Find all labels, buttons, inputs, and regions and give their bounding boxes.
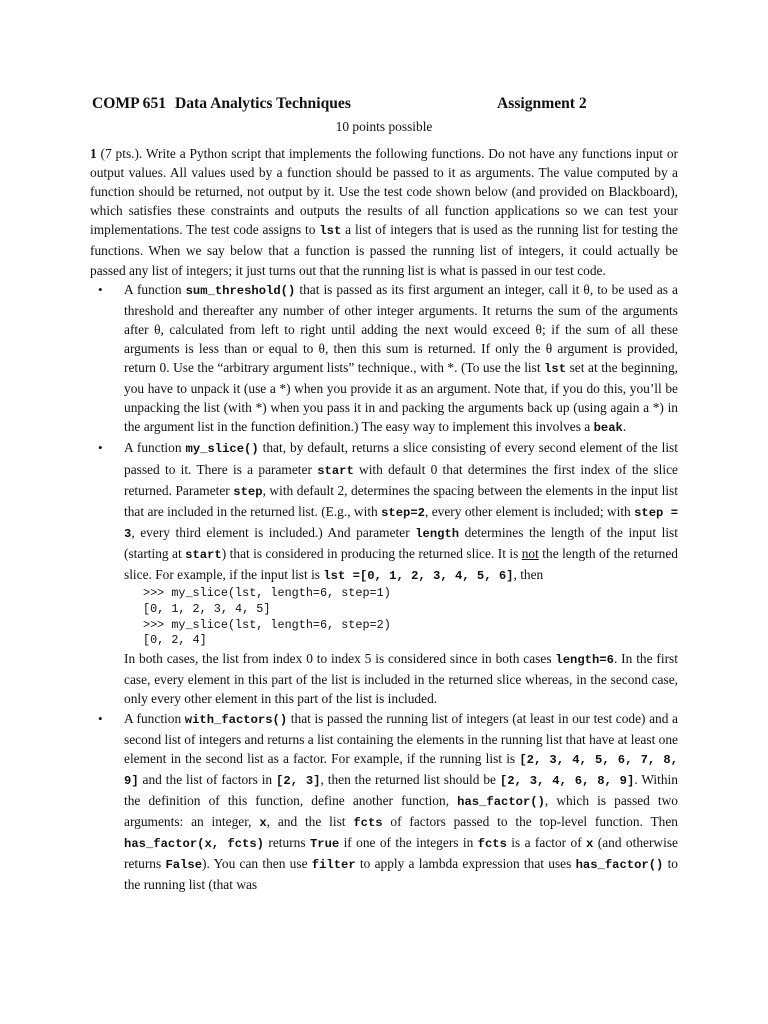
code-function-name: has_factor() — [575, 858, 664, 873]
text: ) that is considered in producing the returned slice. It is — [221, 545, 522, 561]
text: , every third element is included.) And parameter — [131, 524, 416, 540]
code-param: step = 3 — [124, 505, 679, 541]
code-lst: lst — [319, 224, 342, 239]
text: . In the first case, every element in this part of the list is included in the returned slice whereas, in the second case, only every other element in this part of the list is included. — [124, 651, 678, 707]
text: A function — [124, 440, 186, 456]
text: . — [622, 419, 627, 435]
text: that is passed the running list of integers (at least in our test code) and a second list of integers and returns a list containing the elements in the running list that have at least one element in the second list as a factor. For example, if the running list is — [124, 710, 678, 766]
question-1-intro — [90, 144, 678, 280]
bullet-with-factors — [90, 709, 678, 895]
code-param: start — [317, 463, 354, 478]
text: of factors passed to the top-level function. Then — [382, 814, 678, 829]
code-beak: beak — [593, 421, 623, 436]
text: is a factor of — [506, 835, 587, 851]
text: set at the beginning, you have to unpack it (use a *) when you provide it as an argument. Note that, if you do this, you’ll be unpacking the list (with *) when you pass it in and packing the arguments back up (using again a *) in the argument list in the function definition.) The easy way to implement this involves a — [124, 360, 678, 435]
code-function-name: sum_threshold() — [185, 283, 296, 298]
text: , which is passed two arguments: an integer, — [124, 792, 678, 829]
course-title: Data Analytics Techniques — [175, 95, 351, 112]
points-possible: 10 points possible — [335, 119, 433, 134]
code-list-value: [2, 3, 4, 6, 8, 9] — [499, 773, 635, 788]
slice-explanation — [124, 649, 678, 708]
code-lst: lst — [544, 362, 567, 377]
text: (and otherwise returns — [124, 835, 678, 872]
text: determines the length of the input list (starting at — [124, 524, 678, 561]
document-body — [90, 144, 678, 894]
text: the length of the returned slice. For example, if the input list is — [124, 545, 678, 582]
code-list-value: [2, 3] — [276, 773, 321, 788]
assignment-title: Assignment 2 — [497, 95, 587, 112]
text: , then the returned list should be — [320, 771, 500, 787]
code-param: step — [233, 484, 263, 499]
code-param: x — [259, 816, 267, 830]
question-number: 1 — [90, 146, 97, 161]
code-list-value: [2, 3, 4, 5, 6, 7, 8, 9] — [124, 752, 678, 788]
code-function-call: has_factor(x, fcts) — [124, 837, 264, 852]
text: . Within the definition of this function, define another function, — [124, 771, 678, 808]
code-list-value: lst =[0, 1, 2, 3, 4, 5, 6] — [323, 568, 514, 583]
text: if one of the integers in — [339, 835, 478, 851]
bullet-dot: • — [98, 710, 103, 726]
code-filter: filter — [311, 858, 356, 873]
text: with default 0 that determines the first index of the slice returned. Parameter — [124, 461, 678, 498]
intro-text: (7 pts.). Write a Python script that implements the following functions. Do not have any functions input or output values. All values used by a function should be passed to it as arguments. The value computed by a function should be returned, not output by it. Use the test code shown below (and provided on Blackboard), which satisfies these constraints and outputs the results of all function applications so we can test your implementations. The test code assigns to — [90, 146, 678, 238]
code-param: start — [185, 547, 222, 562]
code-param: fcts — [477, 837, 507, 852]
assignment-header — [92, 94, 692, 114]
text: In both cases, the list from index 0 to index 5 is considered since in both cases — [124, 651, 556, 667]
bullet-my-slice — [90, 438, 678, 708]
code-example: >>> my_slice(lst, length=6, step=1) [0, 1, 2, 3, 4, 5] >>> my_slice(lst, length=6, step=2) [0, 2, 4] — [143, 586, 391, 648]
bullet-dot: • — [98, 440, 103, 456]
text: A function — [124, 281, 186, 297]
text: that is passed as its first argument an integer, call it θ, to be used as a threshold and thereafter any number of other integer arguments. It returns the sum of the arguments after θ, calculated from left to right until adding the next would exceed θ; if the sum of all these arguments is less than or equal to θ, then this sum is returned. If only the θ argument is provided, return 0. Use the “arbitrary argument lists” technique., with *. (To use the list — [124, 281, 678, 376]
underlined-not: not — [521, 545, 539, 561]
intro-text: a list of integers that is used as the running list for testing the functions. When we say below that a function is passed the running list of integers, it could actually be passed any list of integers; it just turns out that the running list is what is passed in our test code. — [90, 222, 678, 278]
text: ). You can then use — [202, 856, 312, 872]
code-true: True — [309, 837, 340, 852]
code-function-name: with_factors() — [184, 712, 288, 727]
text: A function — [124, 710, 185, 726]
code-function-name: has_factor() — [457, 794, 545, 809]
code-param: length=6 — [555, 653, 614, 668]
bullet-dot: • — [98, 281, 103, 297]
bullet-sum-threshold — [90, 280, 678, 439]
text: , then — [513, 566, 544, 582]
text: , and the list — [266, 814, 354, 829]
function-list — [90, 280, 678, 895]
text: , every other element is included; with — [425, 503, 635, 519]
text: and the list of factors in — [138, 771, 277, 787]
text: to the running list (that was — [124, 856, 678, 893]
text: returns — [264, 835, 310, 851]
course-code: COMP 651 — [92, 95, 167, 112]
code-param: x — [586, 837, 594, 852]
text: to apply a lambda expression that uses — [355, 856, 576, 872]
code-param: fcts — [353, 816, 383, 830]
text: , with default 2, determines the spacing between the elements in the input list that are included in the returned list. (E.g., with — [124, 482, 678, 519]
text: that, by default, returns a slice consisting of every second element of the list passed to it. There is a parameter — [124, 440, 678, 477]
code-function-name: my_slice() — [185, 442, 259, 457]
code-false: False — [165, 858, 203, 873]
code-param: length — [415, 526, 460, 541]
code-param: step=2 — [381, 505, 425, 520]
